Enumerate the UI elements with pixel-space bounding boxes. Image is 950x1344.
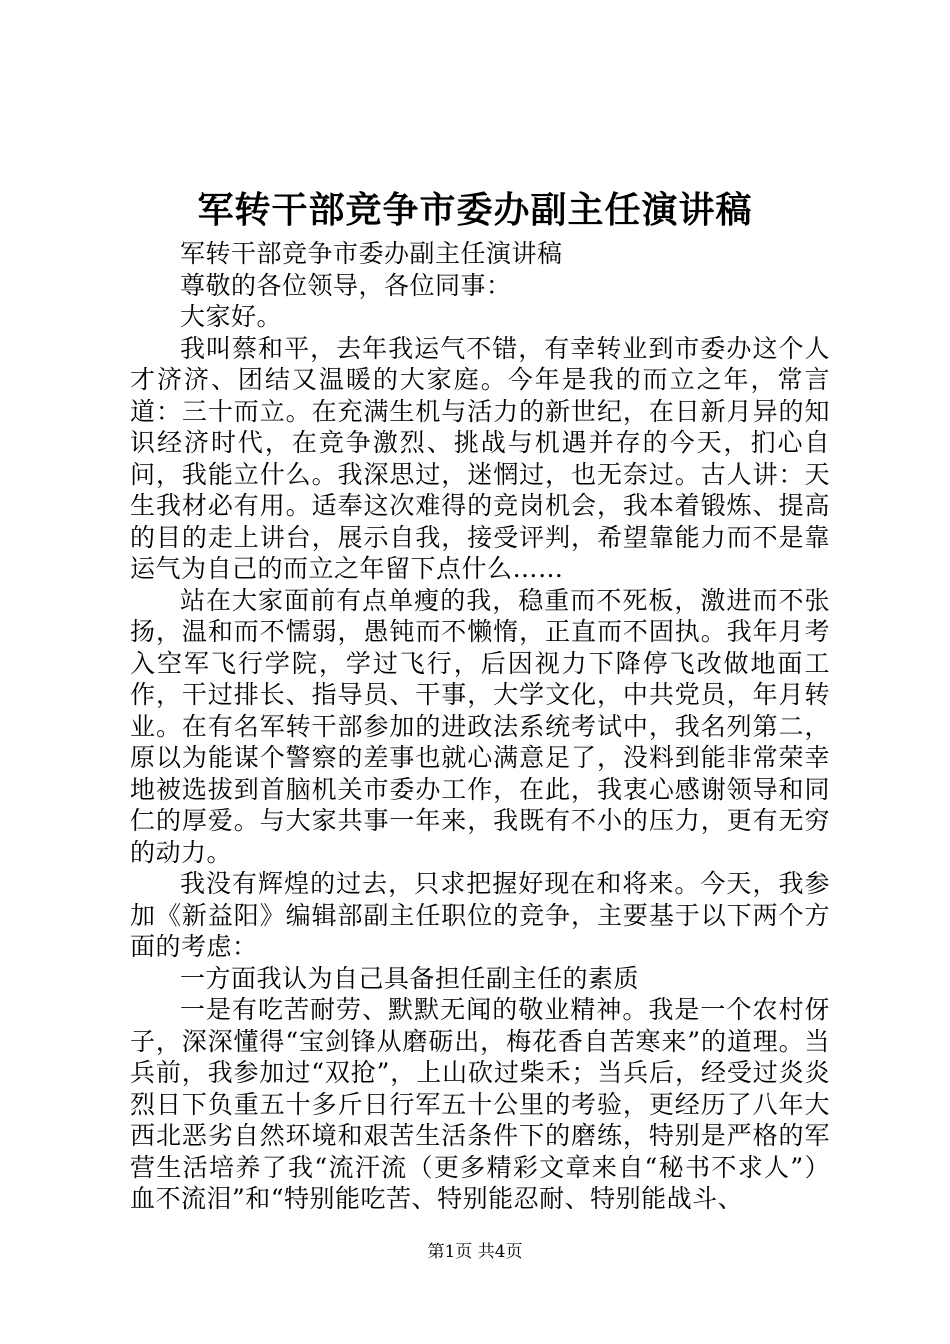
paragraph: 一是有吃苦耐劳、默默无闻的敬业精神。我是一个农村伢子，深深懂得“宝剑锋从磨砺出，梅花香自苦寒来”的道理。当兵前，我参加过“双抢”，上山砍过柴禾；当兵后，经受过炎炎烈日下负重五十多斤日行军五十公里的考验，更经历了八年大西北恶劣自然环境和艰苦生活条件下的磨练，特别是严格的军营生活培养了我“流汗流（更多精彩文章来自“秘书不求人”）血不流泪”和“特别能吃苦、特别能忍耐、特别能战斗、 (130, 995, 830, 1213)
paragraph: 军转干部竞争市委办副主任演讲稿 (180, 239, 563, 268)
paragraph: 我叫蔡和平，去年我运气不错，有幸转业到市委办这个人才济济、团结又温暖的大家庭。今年是我的而立之年，常言道：三十而立。在充满生机与活力的新世纪，在日新月异的知识经济时代，在竞争激烈、挑战与机遇并存的今天，扪心自问，我能立什么。我深思过，迷惘过，也无奈过。古人讲：天生我材必有用。适奉这次难得的竞岗机会，我本着锻炼、提高的目的走上讲台，展示自我，接受评判，希望靠能力而不是靠运气为自己的而立之年留下点什么…… (130, 333, 830, 583)
paragraph: 站在大家面前有点单瘦的我，稳重而不死板，激进而不张扬，温和而不懦弱，愚钝而不懒惰，正直而不固执。我年月考入空军飞行学院，学过飞行，后因视力下降停飞改做地面工作，干过排长、指导员、干事，大学文化，中共党员，年月转业。在有名军转干部参加的进政法系统考试中，我名列第二，原以为能谋个警察的差事也就心满意足了，没料到能非常荣幸地被选拔到首脑机关市委办工作，在此，我衷心感谢领导和同仁的厚爱。与大家共事一年来，我既有不小的压力，更有无穷的动力。 (130, 585, 830, 867)
paragraph: 大家好。 (180, 302, 283, 331)
paragraph: 我没有辉煌的过去，只求把握好现在和将来。今天，我参加《新益阳》编辑部副主任职位的竞争，主要基于以下两个方面的考虑： (130, 869, 830, 961)
document-title: 军转干部竞争市委办副主任演讲稿 (197, 189, 753, 231)
document-body (130, 238, 830, 1215)
paragraph: 一方面我认为自己具备担任副主任的素质 (180, 963, 640, 993)
paragraph: 尊敬的各位领导，各位同事： (180, 270, 512, 300)
page-number-footer: 第1页 共4页 (427, 1242, 523, 1262)
